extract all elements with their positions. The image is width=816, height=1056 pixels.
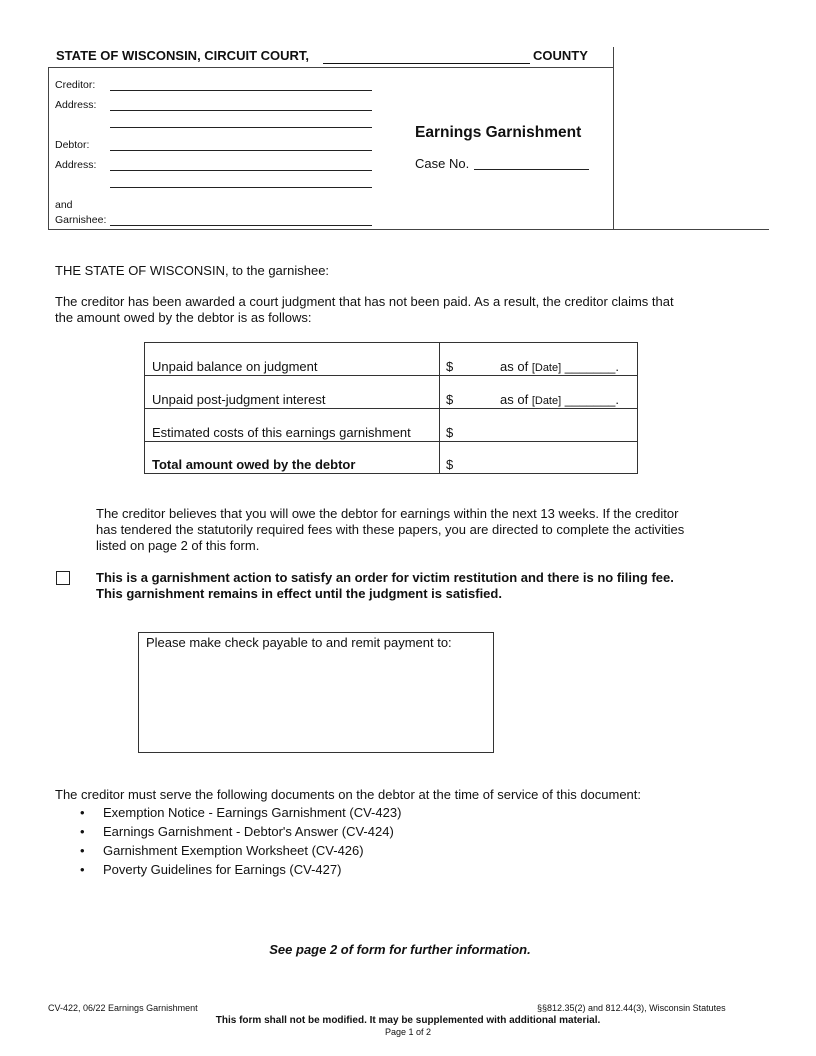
belief-line-1: The creditor believes that you will owe the debtor for earnings within the next 13 weeks. If the creditor — [96, 506, 679, 521]
salutation: THE STATE OF WISCONSIN, to the garnishee: — [55, 263, 330, 278]
debtor-address-field-1[interactable] — [110, 170, 372, 171]
document-item: Exemption Notice - Earnings Garnishment (CV-423) — [103, 805, 402, 820]
county-label: COUNTY — [533, 48, 588, 63]
debtor-address-field-2[interactable] — [110, 187, 372, 188]
row-label-unpaid-balance: Unpaid balance on judgment — [152, 359, 318, 374]
date-hint: [Date] — [531, 395, 562, 407]
row-as-of[interactable] — [500, 359, 619, 374]
remit-payment-box[interactable] — [138, 632, 494, 753]
table-row-divider — [145, 375, 637, 376]
creditor-field[interactable] — [110, 90, 372, 91]
belief-line-2: has tendered the statutorily required fees with these papers, you are directed to complete the activities — [96, 522, 685, 537]
restitution-line-2: This garnishment remains in effect until the judgment is satisfied. — [96, 586, 502, 601]
claim-paragraph-line-1: The creditor has been awarded a court judgment that has not been paid. As a result, the creditor claims that — [55, 294, 674, 309]
date-blank[interactable]: _______. — [564, 392, 620, 407]
bullet-icon: • — [80, 843, 85, 858]
amount-table — [144, 342, 638, 474]
remit-payment-value[interactable] — [146, 655, 484, 745]
footer-page-number: Page 1 of 2 — [384, 1027, 432, 1037]
form-title: Earnings Garnishment — [415, 124, 582, 141]
row-as-of[interactable] — [500, 392, 619, 407]
creditor-address-label: Address: — [55, 99, 97, 111]
restitution-checkbox[interactable] — [56, 571, 70, 585]
bullet-icon: • — [80, 805, 85, 820]
claim-paragraph-line-2: the amount owed by the debtor is as follows: — [55, 310, 312, 325]
creditor-address-field-1[interactable] — [110, 110, 372, 111]
date-hint: [Date] — [531, 362, 562, 374]
state-court-label: STATE OF WISCONSIN, CIRCUIT COURT, — [56, 48, 310, 63]
bullet-icon: • — [80, 862, 85, 877]
row-currency: $ — [446, 392, 454, 407]
belief-line-3: listed on page 2 of this form. — [96, 538, 260, 553]
documents-intro: The creditor must serve the following documents on the debtor at the time of service of this document: — [55, 787, 642, 802]
date-blank[interactable]: _______. — [564, 359, 620, 374]
document-item: Garnishment Exemption Worksheet (CV-426) — [103, 843, 364, 858]
footer-notice: This form shall not be modified. It may be supplemented with additional material. — [215, 1015, 601, 1026]
document-item: Earnings Garnishment - Debtor's Answer (CV-424) — [103, 824, 394, 839]
and-label: and — [55, 199, 73, 211]
restitution-line-1: This is a garnishment action to satisfy an order for victim restitution and there is no filing fee. — [96, 570, 674, 585]
document-item: Poverty Guidelines for Earnings (CV-427) — [103, 862, 342, 877]
debtor-field[interactable] — [110, 150, 372, 151]
caption-left-rule — [48, 67, 49, 229]
as-of-label: as of — [500, 359, 529, 374]
garnishee-field[interactable] — [110, 225, 372, 226]
caption-right-rule — [613, 47, 614, 229]
caption-bottom-rule — [48, 229, 769, 230]
footer-form-id: CV-422, 06/22 Earnings Garnishment — [48, 1003, 198, 1013]
footer-statutes: §§812.35(2) and 812.44(3), Wisconsin Statutes — [537, 1003, 726, 1013]
creditor-label: Creditor: — [55, 79, 96, 91]
debtor-label: Debtor: — [55, 139, 90, 151]
row-label-estimated-costs: Estimated costs of this earnings garnishment — [152, 425, 411, 440]
row-currency: $ — [446, 457, 454, 472]
table-row-divider — [145, 441, 637, 442]
case-no-field[interactable] — [474, 169, 589, 170]
garnishee-label: Garnishee: — [55, 214, 107, 226]
debtor-address-label: Address: — [55, 159, 97, 171]
row-label-post-judgment-interest: Unpaid post-judgment interest — [152, 392, 326, 407]
case-no-label: Case No. — [415, 156, 470, 171]
bullet-icon: • — [80, 824, 85, 839]
page-2-note: See page 2 of form for further information. — [269, 942, 531, 957]
creditor-address-field-2[interactable] — [110, 127, 372, 128]
row-label-total-owed: Total amount owed by the debtor — [152, 457, 356, 472]
row-currency: $ — [446, 425, 454, 440]
remit-payment-label: Please make check payable to and remit payment to: — [146, 635, 452, 650]
county-name-field[interactable] — [323, 63, 530, 64]
table-row-divider — [145, 408, 637, 409]
caption-top-rule — [48, 67, 613, 68]
row-currency: $ — [446, 359, 454, 374]
table-column-divider — [439, 343, 440, 473]
as-of-label: as of — [500, 392, 529, 407]
